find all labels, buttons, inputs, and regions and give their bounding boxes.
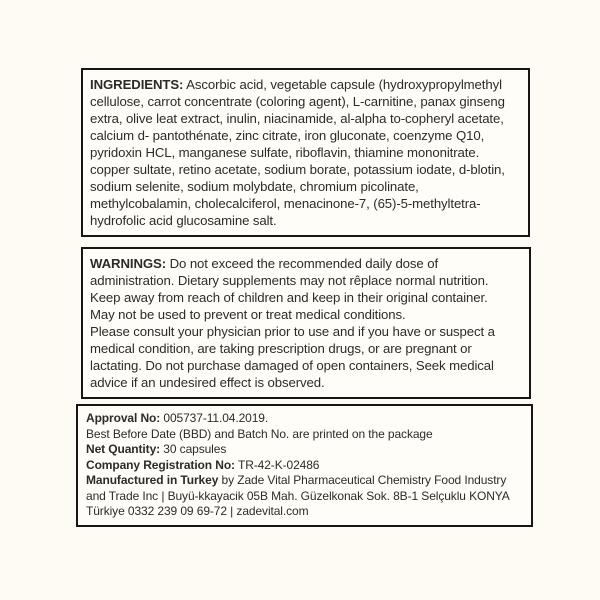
manufactured-line (86, 473, 523, 520)
warnings-text-3: Please consult your physician prior to use and if you have or suspect a medical condition, are taking prescription drugs, or are pregnant or lactating. Do not purchase damaged of open containers, Seek medical advice if an undesired effect is observed. (90, 324, 495, 390)
net-quantity-line (86, 442, 523, 458)
net-quantity-label: Net Quantity: (86, 442, 161, 456)
manufactured-value: by Zade Vital Pharmaceutical Chemistry Food Industry and Trade Inc | Buyü-kkayacik 05B Mah. Güzelkonak Sok. 8B-1 Selçuklu KONYA Türkiye 0332 239 09 69-72 | zadevital.com (86, 473, 510, 518)
net-quantity-value: 30 capsules (160, 442, 227, 456)
ingredients-paragraph (90, 76, 521, 229)
warnings-paragraph-3 (90, 323, 522, 391)
ingredients-section (81, 68, 530, 237)
company-registration-label: Company Registration No: (86, 457, 235, 472)
warnings-paragraph-1 (90, 255, 522, 306)
company-registration-line (86, 458, 523, 474)
approval-label: Approval No: (86, 411, 161, 425)
regulatory-section (76, 404, 533, 527)
bbd-text: Best Before Date (BBD) and Batch No. are printed on the package (86, 426, 433, 441)
manufactured-label: Manufactured in Turkey (86, 473, 219, 487)
warnings-paragraph-2 (90, 306, 522, 323)
warnings-label: WARNINGS: (90, 256, 167, 271)
ingredients-label: INGREDIENTS: (90, 77, 184, 92)
ingredients-text: Ascorbic acid, vegetable capsule (hydroxypropylmethyl cellulose, carrot concentrate (coloring agent), L-carnitine, panax ginseng extra, olive leat extract, inulin, niacinamide, al-alpha to-copheryl acetate, calcium d- pantothénate, zinc citrate, iron gluconate, coenzyme Q10, pyridoxin HCL, manganese sulfate, riboflavin, thiamine mononitrate. copper sultate, retino acetate, sodium borate, potassium iodate, d-blotin, sodium selenite, sodium molybdate, chromium picolinate, methylcobalamin, cholecalciferol, menacinone-7, (65)-5-methyltetra-hydrofolic acid glucosamine salt. (90, 77, 505, 228)
warnings-section (81, 247, 531, 399)
bbd-line (86, 427, 523, 443)
warnings-text-2: May not be used to prevent or treat medical conditions. (90, 307, 406, 322)
approval-value: 005737-11.04.2019. (160, 411, 269, 425)
approval-line (86, 411, 523, 427)
warnings-text-1: Do not exceed the recommended daily dose of administration. Dietary supplements may not rêplace normal nutrition. Keep away from reach of children and keep in their original container. (90, 256, 489, 305)
company-registration-value: TR-42-K-02486 (234, 457, 320, 472)
